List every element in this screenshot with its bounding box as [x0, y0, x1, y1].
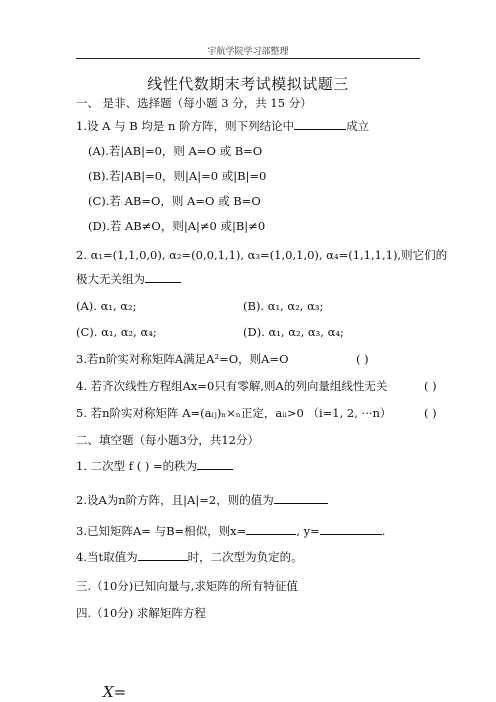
q3-text: 3.若n阶实对称矩阵A满足A²=O，则A=O	[76, 352, 289, 366]
section1-heading: 一、 是非、选择题（每小题 3 分，共 15 分）	[76, 96, 312, 110]
q1-stem	[76, 118, 369, 134]
s2-q3-a: 3.已知矩阵A= 与B=相似，则x=	[76, 524, 247, 538]
s2-q3	[76, 523, 385, 539]
q2-option-d: (D). α₁, α₂, α₃, α₄;	[243, 325, 344, 339]
q1-option-d: (D).若 AB≠O，则|A|≠0 或|B|≠0	[88, 219, 266, 233]
q4-paren: ( )	[424, 379, 437, 393]
s2-q3-blank-y	[320, 523, 382, 535]
s2-q3-blank-x	[246, 523, 296, 535]
s2-q2-text: 2.设A为n阶方阵，且|A|=2，则的值为	[76, 493, 274, 507]
page-header: 宇航学院学习部整理	[207, 47, 289, 57]
exam-title: 线性代数期末考试模拟试题三	[147, 75, 349, 93]
q2-stem: 2. α₁=(1,1,0,0), α₂=(0,0,1,1), α₃=(1,0,1,0), α₄=(1,1,1,1),则它们的	[76, 248, 448, 262]
header-rule	[76, 58, 420, 59]
s2-q4-blank	[138, 549, 188, 561]
s2-q2-blank	[274, 492, 328, 504]
s2-q3-b: , y=	[296, 524, 320, 538]
section3: 三.（10分)已知向量与,求矩阵的所有特征值	[76, 579, 298, 593]
q2-blank	[145, 271, 181, 283]
q2-stem2	[76, 271, 181, 287]
s2-q1-blank	[197, 458, 233, 470]
s2-q4	[76, 549, 303, 565]
q1-suffix: 成立	[346, 119, 370, 133]
q5-text: 5. 若n阶实对称矩阵 A=(aᵢⱼ)ₙ×ₙ正定，aᵢᵢ>0 （i=1, 2, ···n）	[76, 406, 392, 420]
section2-heading: 二、填空题（每小题3分，共12分）	[76, 433, 259, 447]
q2-option-a: (A). α₁, α₂;	[76, 299, 137, 313]
matrix-x-label: X=	[103, 683, 127, 701]
s2-q1	[76, 458, 233, 474]
q1-blank	[294, 118, 346, 130]
s2-q4-a: 4.当t取值为	[76, 550, 138, 564]
q1-option-a: (A).若|AB|=0，则 A=O 或 B=O	[88, 144, 263, 158]
s2-q2	[76, 492, 328, 508]
q4-text: 4. 若齐次线性方程组Ax=0只有零解,则A的列向量组线性无关	[76, 379, 388, 393]
q1-option-b: (B).若|AB|=0，则|A|=0 或|B|=0	[88, 169, 267, 183]
q3-paren: ( )	[356, 352, 369, 366]
s2-q4-b: 时，二次型为负定的。	[187, 550, 303, 564]
q2-option-b: (B). α₁, α₂, α₃;	[243, 299, 324, 313]
s2-q3-c: .	[381, 524, 386, 538]
q2-option-c: (C). α₁, α₂, α₄;	[76, 325, 157, 339]
section4: 四.（10分) 求解矩阵方程	[76, 606, 206, 620]
q2-stem2-text: 极大无关组为	[76, 272, 145, 286]
q5-paren: ( )	[424, 406, 437, 420]
q1-stem-text: 1.设 A 与 B 均是 n 阶方阵，则下列结论中	[76, 119, 295, 133]
s2-q1-text: 1. 二次型 f ( ) =的秩为	[76, 459, 198, 473]
q1-option-c: (C).若 AB=O，则 A=O 或 B=O	[88, 194, 261, 208]
